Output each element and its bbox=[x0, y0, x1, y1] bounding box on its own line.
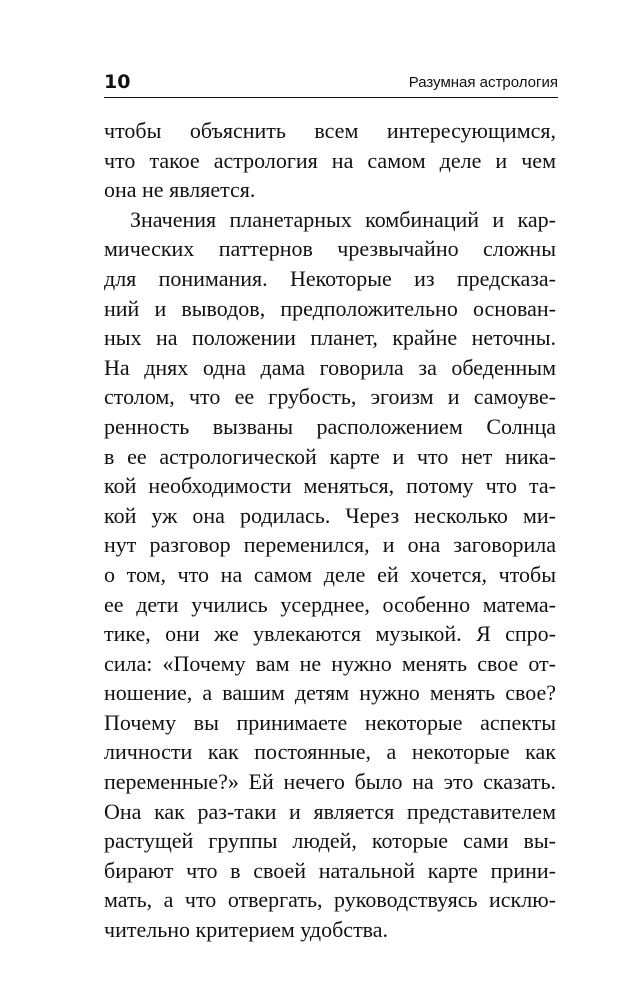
text-line: столом, что ее грубость, эгоизм и самоуве- bbox=[104, 384, 556, 410]
text-line: что такое астрология на самом деле и чем bbox=[104, 147, 556, 173]
text-line: о том, что на самом деле ей хочется, чтобы bbox=[104, 561, 556, 587]
page-number: 10 bbox=[104, 71, 131, 93]
text-line: в ее астрологической карте и что нет ника- bbox=[104, 443, 556, 469]
text-line: кой уж она родилась. Через несколько ми- bbox=[104, 502, 556, 528]
text-line: ний и выводов, предположительно основан- bbox=[104, 295, 556, 321]
text-line: она не является. bbox=[104, 177, 256, 203]
text-line: кой необходимости меняться, потому что та- bbox=[104, 473, 556, 499]
text-line: чительно критерием удобства. bbox=[104, 917, 389, 943]
text-line: сила: «Почему вам не нужно менять свое от- bbox=[104, 650, 556, 676]
text-line: ее дети учились усерднее, особенно матема- bbox=[104, 591, 556, 617]
text-line: мать, а что отвергать, руководствуясь исклю- bbox=[104, 887, 556, 913]
text-line: мических паттернов чрезвычайно сложны bbox=[104, 236, 556, 262]
text-line: Значения планетарных комбинаций и кар- bbox=[130, 206, 556, 232]
header-rule bbox=[104, 97, 558, 98]
text-line: ношение, а вашим детям нужно менять свое? bbox=[104, 680, 556, 706]
text-line: бирают что в своей натальной карте прини- bbox=[104, 857, 556, 883]
text-line: чтобы объяснить всем интересующимся, bbox=[104, 118, 556, 143]
text-line: Она как раз-таки и является представителем bbox=[104, 798, 556, 824]
text-line: нут разговор переменился, и она заговорила bbox=[104, 532, 556, 558]
text-line: переменные?» Ей нечего было на это сказать. bbox=[104, 769, 556, 795]
page-header bbox=[104, 70, 558, 98]
text-line: для понимания. Некоторые из предсказа- bbox=[104, 265, 556, 291]
text-line: ренность вызваны расположением Солнца bbox=[104, 413, 556, 439]
text-line: На днях одна дама говорила за обеденным bbox=[104, 354, 556, 380]
body-text bbox=[104, 116, 556, 945]
text-line: тике, они же увлекаются музыкой. Я спро- bbox=[104, 621, 556, 647]
text-line: растущей группы людей, которые сами вы- bbox=[104, 828, 556, 854]
text-line: Почему вы принимаете некоторые аспекты bbox=[104, 709, 556, 735]
running-title: Разумная астрология bbox=[408, 74, 558, 91]
text-line: личности как постоянные, а некоторые как bbox=[104, 739, 556, 765]
text-line: ных на положении планет, крайне неточны. bbox=[104, 325, 556, 351]
